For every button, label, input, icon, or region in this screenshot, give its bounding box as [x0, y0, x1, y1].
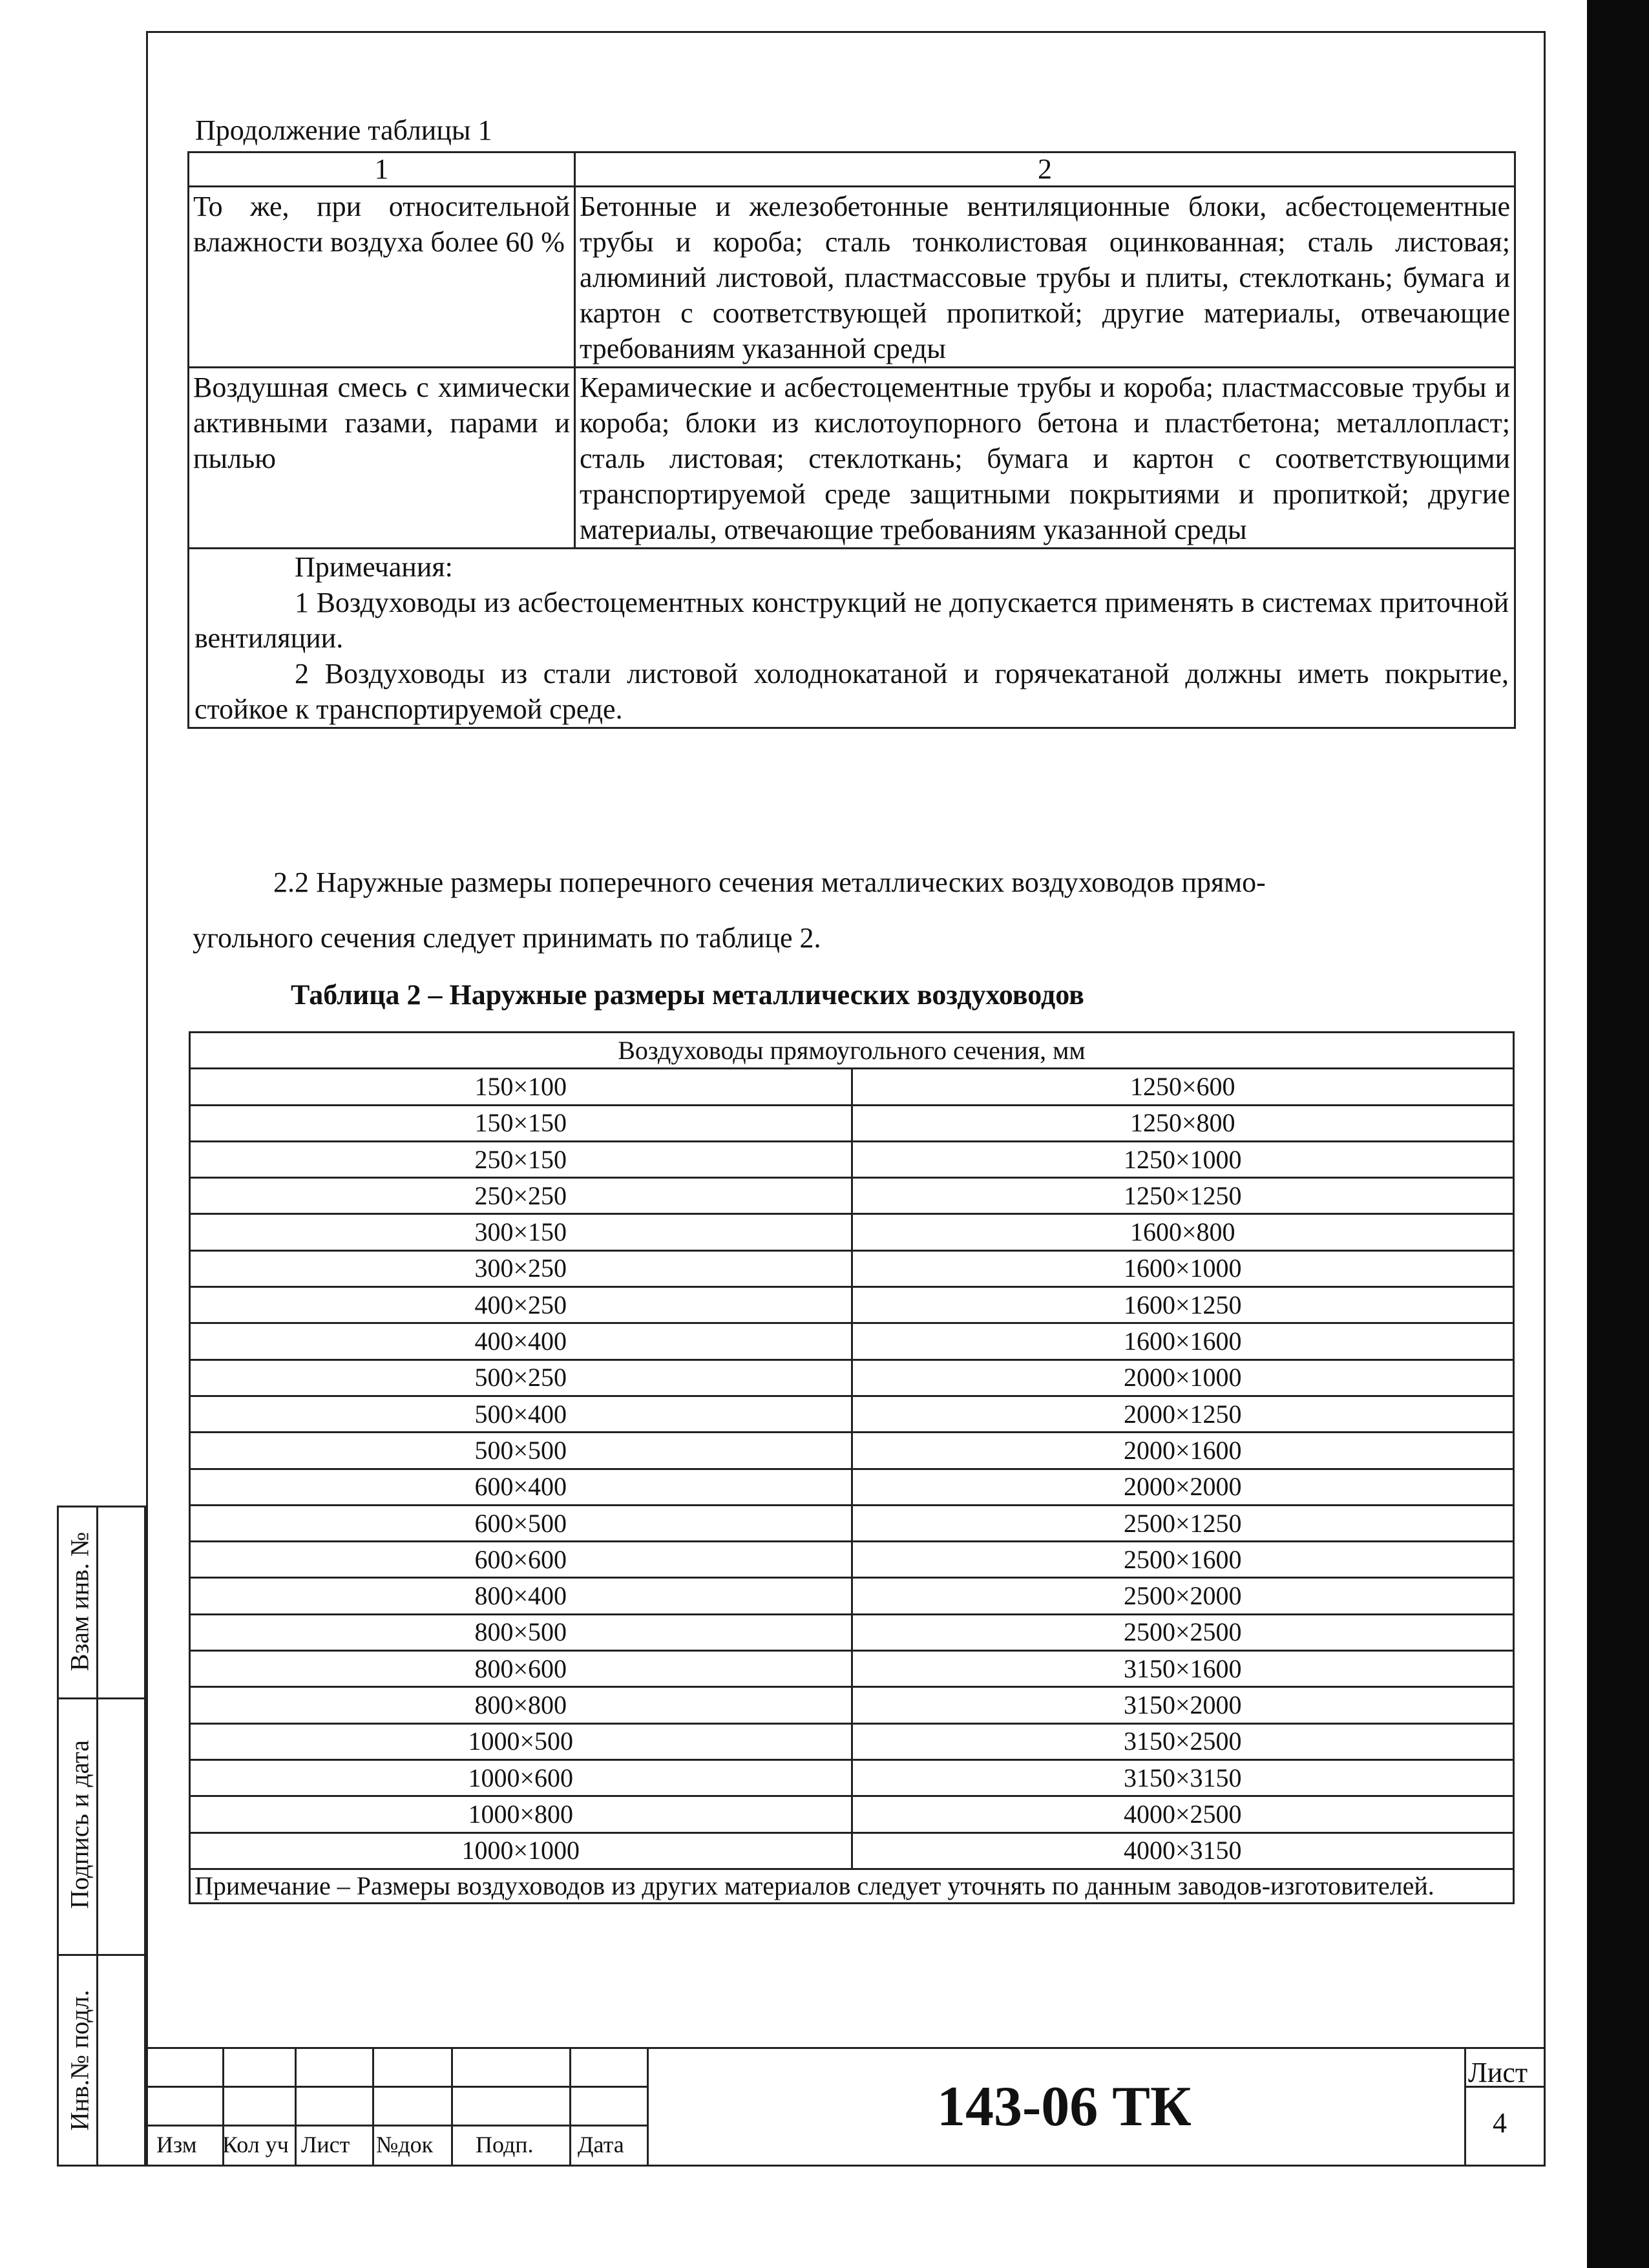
size-cell-right: 2500×1250 [852, 1505, 1514, 1541]
notes-title: Примечания: [295, 551, 453, 583]
col-izm: Изм [156, 2132, 197, 2158]
table-row [190, 1178, 1514, 1214]
notes-cell [189, 549, 1515, 728]
size-cell-left: 800×600 [190, 1651, 852, 1687]
table-row [190, 1796, 1514, 1832]
size-cell-left: 800×400 [190, 1578, 852, 1614]
size-cell-left: 500×250 [190, 1360, 852, 1396]
table-row [190, 1469, 1514, 1505]
size-cell-left: 250×150 [190, 1141, 852, 1177]
side-cell-vzam-field [96, 1506, 146, 1699]
document-code: 143-06 ТК [937, 2075, 1192, 2138]
table-2 [189, 1031, 1515, 1904]
size-cell-left: 800×500 [190, 1614, 852, 1650]
size-cell-right: 2000×2000 [852, 1469, 1514, 1505]
note-2: 2 Воздуховоды из стали листовой холоднокатаной и горячекатаной должны иметь покрытие, стойкое к транспортируемой среде. [194, 658, 1509, 725]
size-cell-right: 1250×1250 [852, 1178, 1514, 1214]
size-cell-left: 1000×800 [190, 1796, 852, 1832]
size-cell-left: 800×800 [190, 1687, 852, 1723]
table-row [190, 1614, 1514, 1650]
table-row [190, 1069, 1514, 1105]
side-cell-inv-field [96, 1954, 146, 2167]
table-row [190, 1141, 1514, 1177]
table-row [190, 1396, 1514, 1432]
table-row [190, 1687, 1514, 1723]
size-cell-right: 3150×1600 [852, 1651, 1514, 1687]
table-header [190, 1033, 1514, 1069]
table-row [190, 1542, 1514, 1578]
environment-cell: Воздушная смесь с химически активными газами, парами и пылью [189, 368, 575, 549]
side-cell-podpis-field [96, 1697, 146, 1956]
size-cell-left: 300×150 [190, 1214, 852, 1250]
size-cell-right: 1600×800 [852, 1214, 1514, 1250]
materials-cell: Бетонные и железобетонные вентиляционные блоки, асбестоцементные трубы и короба; сталь тонколистовая оцинкованная; сталь листовая; алюминий листовой, пластмассовые трубы и плиты, стеклоткань; бумага и картон с соответствующей пропиткой; другие материалы, отвечающие требованиям указанной среды [575, 187, 1515, 368]
table-header [189, 152, 1515, 187]
table-row [190, 1505, 1514, 1541]
size-cell-left: 500×400 [190, 1396, 852, 1432]
col-kol-uch: Кол уч [222, 2132, 289, 2158]
size-cell-right: 3150×2500 [852, 1723, 1514, 1759]
size-cell-right: 3150×2000 [852, 1687, 1514, 1723]
col-podp: Подп. [476, 2132, 534, 2158]
header-cell-1: 1 [189, 152, 575, 187]
table-row [190, 1287, 1514, 1323]
size-cell-right: 1250×600 [852, 1069, 1514, 1105]
table-1-continuation [187, 151, 1516, 729]
size-cell-left: 600×500 [190, 1505, 852, 1541]
title-block [146, 2047, 1546, 2167]
continuation-title: Продолжение таблицы 1 [195, 114, 492, 146]
table-row [190, 1250, 1514, 1286]
size-cell-right: 1250×1000 [852, 1141, 1514, 1177]
size-cell-left: 1000×600 [190, 1759, 852, 1796]
size-cell-right: 2000×1000 [852, 1360, 1514, 1396]
size-cell-right: 2500×2000 [852, 1578, 1514, 1614]
table-2-note: Примечание – Размеры воздуховодов из других материалов следует уточнять по данным заводов-изготовителей. [190, 1869, 1514, 1903]
size-cell-right: 2000×1250 [852, 1396, 1514, 1432]
scan-edge [1587, 0, 1649, 2268]
size-cell-right: 1250×800 [852, 1105, 1514, 1141]
size-cell-left: 150×150 [190, 1105, 852, 1141]
table-row [189, 187, 1515, 368]
table-row [190, 1360, 1514, 1396]
table-row [190, 1433, 1514, 1469]
size-cell-left: 400×400 [190, 1323, 852, 1360]
table-row [189, 368, 1515, 549]
col-list: Лист [301, 2132, 350, 2158]
note-row [190, 1869, 1514, 1903]
inv-podl-label: Инв.№ подл. [65, 1990, 94, 2131]
size-cell-left: 150×100 [190, 1069, 852, 1105]
size-cell-left: 600×400 [190, 1469, 852, 1505]
col-ndok: №док [376, 2132, 434, 2158]
size-cell-left: 500×500 [190, 1433, 852, 1469]
note-1: 1 Воздуховоды из асбестоцементных конструкций не допускается применять в системах приточной вентиляции. [194, 587, 1509, 654]
table-row [190, 1759, 1514, 1796]
size-cell-left: 1000×1000 [190, 1832, 852, 1869]
sheet-number: 4 [1493, 2107, 1507, 2139]
environment-cell: То же, при относительной влажности воздуха более 60 % [189, 187, 575, 368]
size-cell-right: 4000×2500 [852, 1796, 1514, 1832]
size-cell-right: 2500×2500 [852, 1614, 1514, 1650]
table-row [190, 1214, 1514, 1250]
side-stamp [57, 1506, 146, 2167]
notes-row [189, 549, 1515, 728]
size-cell-left: 400×250 [190, 1287, 852, 1323]
table-row [190, 1832, 1514, 1869]
size-cell-right: 1600×1000 [852, 1250, 1514, 1286]
size-cell-right: 2500×1600 [852, 1542, 1514, 1578]
sheet-label: Лист [1468, 2057, 1528, 2088]
paragraph-2-2-line-2: угольного сечения следует принимать по таблице 2. [193, 922, 821, 954]
podpis-data-label: Подпись и дата [65, 1739, 94, 1909]
size-cell-right: 2000×1600 [852, 1433, 1514, 1469]
table-row [190, 1323, 1514, 1360]
materials-cell: Керамические и асбестоцементные трубы и короба; пластмассовые трубы и короба; блоки из кислотоупорного бетона и пластбетона; металлопласт; сталь листовая; стеклоткань; бумага и картон с соответствующими транспортируемой среде защитными покрытиями и пропиткой; другие материалы, отвечающие требованиям указанной среды [575, 368, 1515, 549]
size-cell-left: 250×250 [190, 1178, 852, 1214]
table-2-title: Таблица 2 – Наружные размеры металлических воздуховодов [291, 979, 1084, 1011]
table-row [190, 1105, 1514, 1141]
header-cell-2: 2 [575, 152, 1515, 187]
size-cell-right: 1600×1250 [852, 1287, 1514, 1323]
size-cell-left: 1000×500 [190, 1723, 852, 1759]
paragraph-2-2-line-1: 2.2 Наружные размеры поперечного сечения металлических воздуховодов прямо- [273, 866, 1266, 898]
vzam-inv-label: Взам инв. № [65, 1531, 94, 1672]
size-cell-left: 600×600 [190, 1542, 852, 1578]
col-data: Дата [578, 2132, 624, 2158]
table-row [190, 1578, 1514, 1614]
size-cell-left: 300×250 [190, 1250, 852, 1286]
table-row [190, 1651, 1514, 1687]
table-row [190, 1723, 1514, 1759]
size-cell-right: 1600×1600 [852, 1323, 1514, 1360]
table-2-header: Воздуховоды прямоугольного сечения, мм [190, 1033, 1514, 1069]
size-cell-right: 3150×3150 [852, 1759, 1514, 1796]
size-cell-right: 4000×3150 [852, 1832, 1514, 1869]
